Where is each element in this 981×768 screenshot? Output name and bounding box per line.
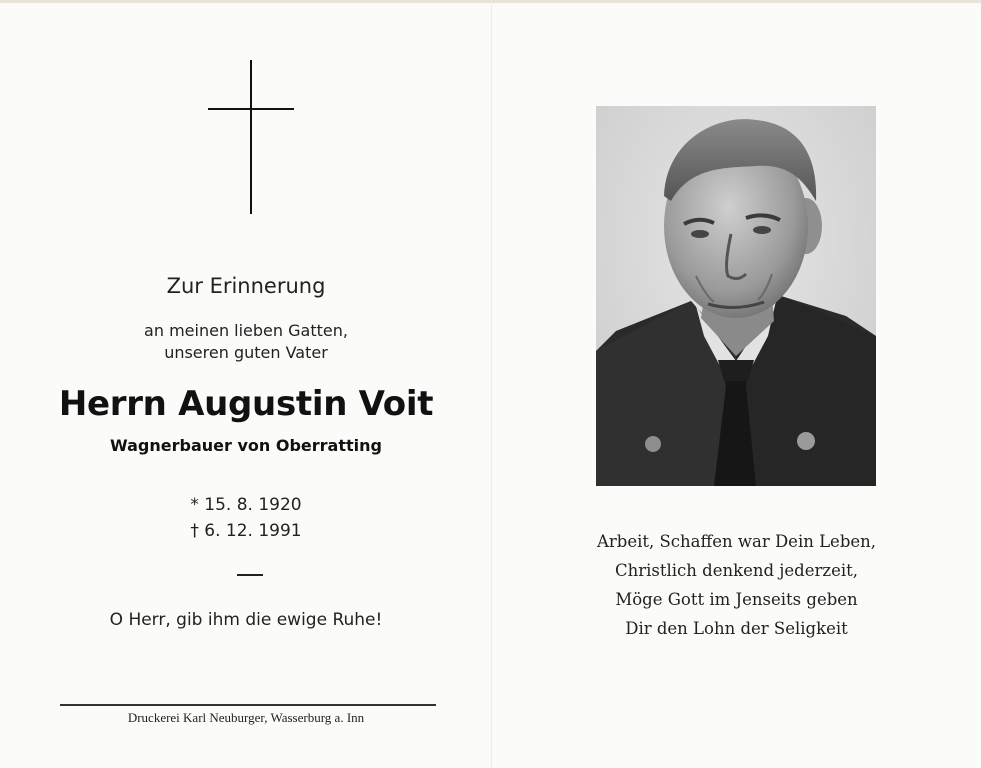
printer-credit: Druckerei Karl Neuburger, Wasserburg a. Inn bbox=[127, 710, 365, 725]
fold-line bbox=[491, 0, 492, 768]
cross-icon bbox=[208, 60, 294, 214]
intro-line-2: unseren guten Vater bbox=[164, 343, 328, 362]
poem-line-1: Arbeit, Schaffen war Dein Leben, bbox=[596, 532, 877, 551]
poem-line-2: Christlich denkend jederzeit, bbox=[614, 561, 859, 580]
portrait-photo bbox=[596, 106, 876, 486]
poem bbox=[492, 527, 981, 643]
birth-date: * 15. 8. 1920 bbox=[190, 495, 302, 515]
intro-line-1: an meinen lieben Gatten, bbox=[144, 321, 348, 340]
poem-line-4: Dir den Lohn der Seligkeit bbox=[625, 619, 848, 638]
prayer-line: O Herr, gib ihm die ewige Ruhe! bbox=[109, 610, 383, 630]
occupation: Wagnerbauer von Oberratting bbox=[110, 436, 382, 455]
death-date: † 6. 12. 1991 bbox=[190, 521, 302, 541]
portrait-image bbox=[596, 106, 876, 486]
footer-rule bbox=[60, 704, 436, 706]
deceased-name: Herrn Augustin Voit bbox=[58, 384, 434, 424]
separator-dash bbox=[237, 574, 263, 576]
memorial-heading: Zur Erinnerung bbox=[166, 274, 326, 298]
poem-line-3: Möge Gott im Jenseits geben bbox=[615, 590, 858, 609]
